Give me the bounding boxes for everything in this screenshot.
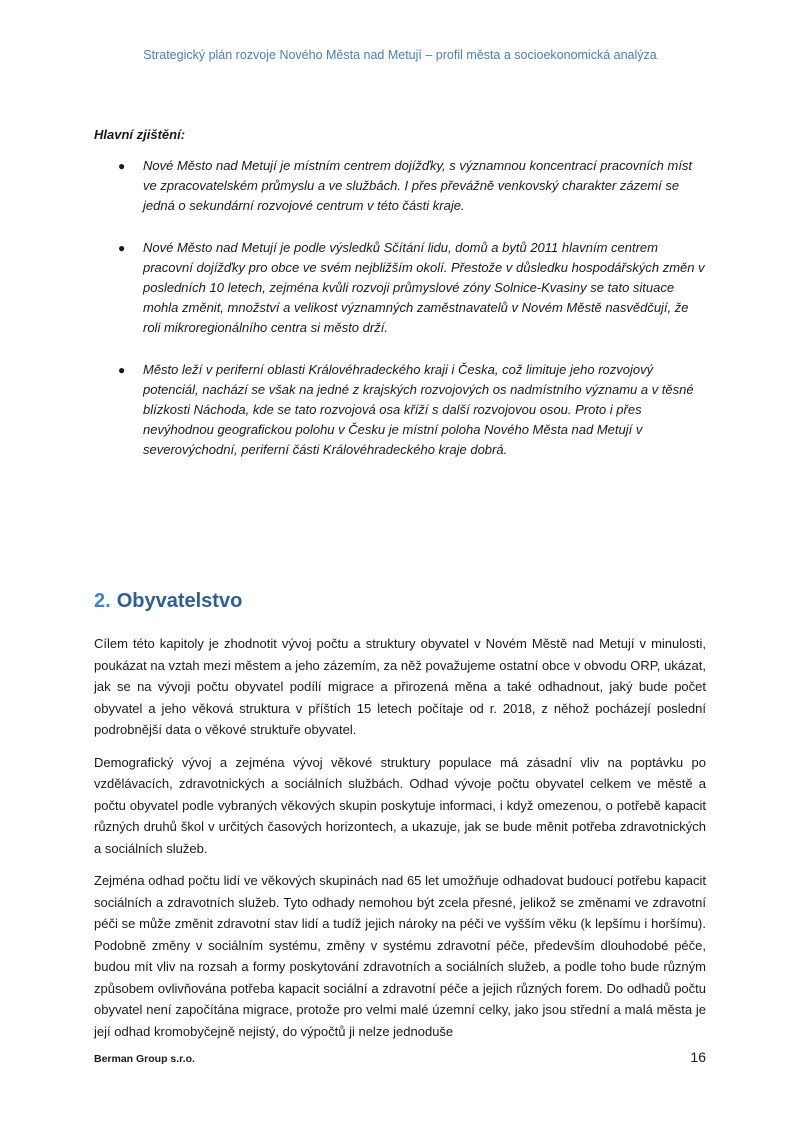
section-body bbox=[94, 633, 706, 1053]
footer-company: Berman Group s.r.o. bbox=[94, 1053, 195, 1065]
list-item bbox=[118, 156, 708, 216]
section-heading bbox=[94, 590, 242, 613]
list-item bbox=[118, 238, 708, 338]
bullet-icon: ● bbox=[118, 241, 126, 255]
findings-list bbox=[118, 156, 708, 482]
section-title: Obyvatelstvo bbox=[116, 590, 243, 612]
list-item bbox=[118, 360, 708, 460]
list-item-text: Město leží v periferní oblasti Královéhradeckého kraji i Česka, což limituje jeho rozvojový potenciál, nachází se však na jedné z krajských rozvojových os nadmístního významu a v těsné blízkosti Náchoda, kde se tato rozvojová osa kříží s další rozvojovou osou. Proto i přes nevýhodnou geografickou polohu v Česku je místní poloha Nového Města nad Metují v severovýchodní, periferní části Královéhradeckého kraje dobrá. bbox=[143, 362, 694, 457]
section-number: 2. bbox=[94, 590, 111, 612]
bullet-icon: ● bbox=[118, 159, 126, 173]
paragraph: Demografický vývoj a zejména vývoj věkové struktury populace má zásadní vliv na poptávku po vzdělávacích, zdravotnických a sociálních službách. Odhad vývoje počtu obyvatel celkem ve městě a počtu obyvatel podle vybraných věkových skupin poskytuje informaci, i když omezenou, o potřebě kapacit různých druhů škol v určitých časových horizontech, a ukazuje, jak se bude měnit potřeba zdravotnických a sociálních služeb. bbox=[94, 754, 706, 856]
page-number: 16 bbox=[690, 1049, 706, 1065]
list-item-text: Nové Město nad Metují je podle výsledků Sčítání lidu, domů a bytů 2011 hlavním centrem pracovní dojížďky pro obce ve svém nejbližším okolí. Přestože v důsledku hospodářských změn v posledních 10 letech, zejména kvůli rozvoji průmyslové zóny Solnice-Kvasiny se tato situace mohla změnit, množství a velikost významných zaměstnavatelů v Novém Městě nasvědčují, že roli mikroregionálního centra si město drží. bbox=[143, 240, 705, 335]
paragraph: Zejména odhad počtu lidí ve věkových skupinách nad 65 let umožňuje odhadovat budoucí potřebu kapacit sociálních a zdravotních služeb. Tyto odhady nemohou být zcela přesné, jelikož se změnami ve zdravotní péči se může změnit zdravotní stav lidí a tudíž jejich nároky na péči ve vyšším věku (k lepšímu i horšímu). Podobně změny v sociálním systému, změny v systému zdravotní péče, především dlouhodobé péče, budou mít vliv na rozsah a formy poskytování zdravotních a sociálních služeb, a podle toho bude různým způsobem ovlivňována potřeba kapacit sociální a zdravotní péče a jejich různých forem. Do odhadů počtu obyvatel není započítána migrace, protože pro velmi malé územní celky, jako jsou střední a malá města je její odhad kromobyčejně nejistý, do výpočtů ji nelze jednoduše bbox=[94, 873, 706, 1039]
findings-title: Hlavní zjištění: bbox=[94, 127, 186, 142]
list-item-text: Nové Město nad Metují je místním centrem dojížďky, s významnou koncentrací pracovních míst ve zpracovatelském průmyslu a ve službách. I přes převážně venkovský charakter zázemí se jedná o sekundární rozvojové centrum v této části kraje. bbox=[143, 158, 693, 213]
paragraph: Cílem této kapitoly je zhodnotit vývoj počtu a struktury obyvatel v Novém Městě nad Metují v minulosti, poukázat na vztah mezi městem a jeho zázemím, za něž považujeme ostatní obce v obvodu ORP, ukázat, jak se na vývoji počtu obyvatel podílí migrace a přirozená měna a také odhadnout, jaký bude počet obyvatel a jeho věková struktura v příštích 15 letech počítaje od r. 2018, z něhož pocházejí poslední podrobnější data o věkové struktuře obyvatel. bbox=[94, 636, 706, 737]
page-header: Strategický plán rozvoje Nového Města nad Metují – profil města a socioekonomická analýza bbox=[143, 48, 657, 62]
bullet-icon: ● bbox=[118, 363, 126, 377]
